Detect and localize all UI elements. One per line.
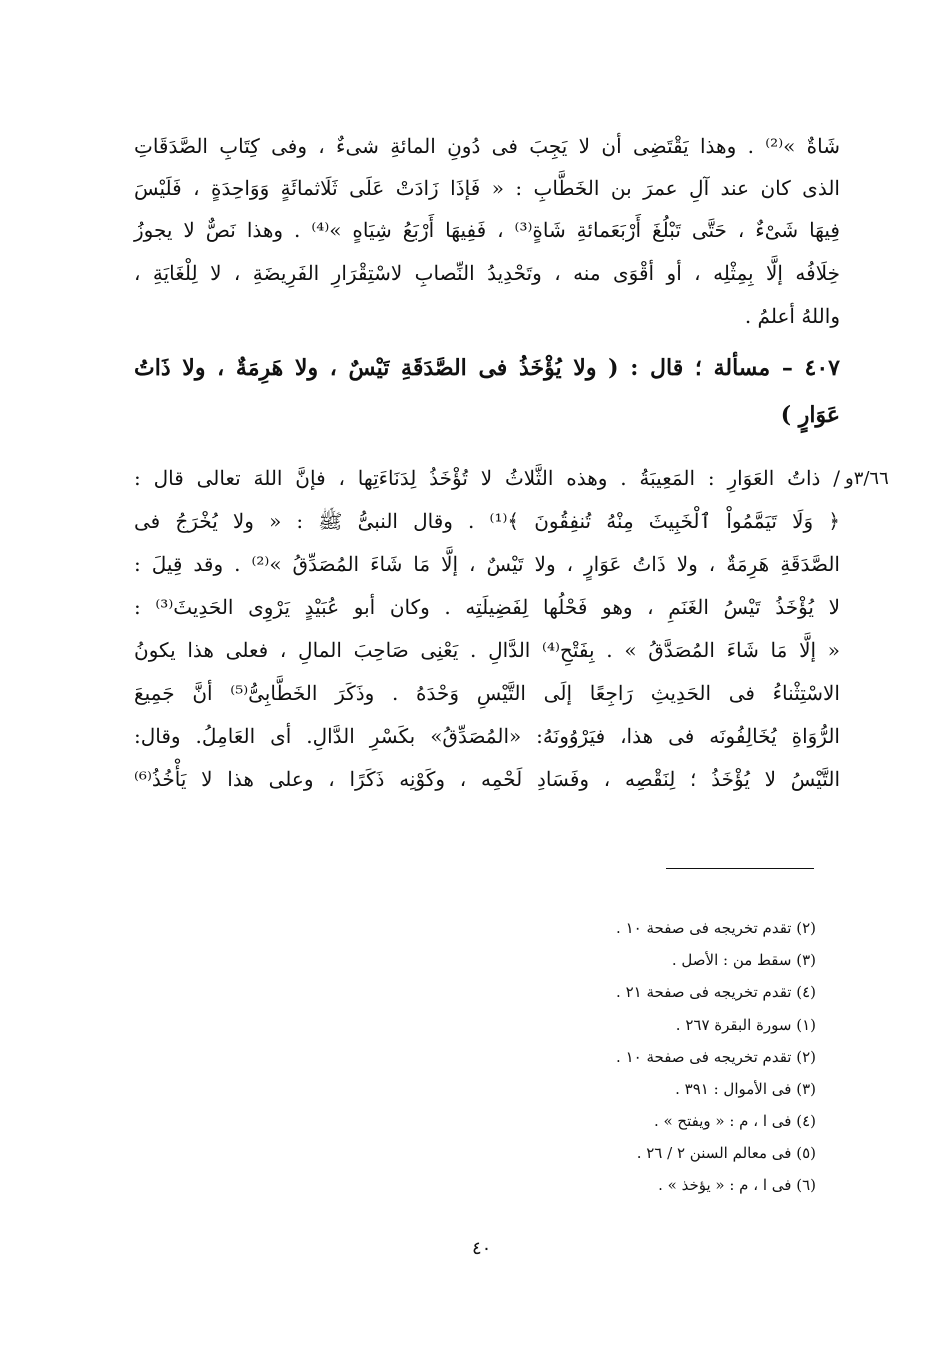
body-line: الذى كان عند آلِ عمرَ بن الخَطَّابِ : « فَإذَا زَادَتْ عَلَى ثَلَاثمائَةٍ وَوَاحِدَةٍ ، فَلَيْسَ	[134, 176, 840, 200]
margin-folio-ref: ٣/٦٦و	[845, 468, 889, 489]
body-line: خِلَافُه إلَّا بِمِثْلِه ، أو أقْوَى منه ، وتَحْدِيدُ النِّصابِ لاسْتِقْرَارِ الفَرِيضَةِ ، لا لِلْغَايَةِ ،	[134, 261, 840, 285]
body-line: « إلَّا مَا شَاءَ المُصَدَّقُ » . بِفَتْحِ⁽⁴⁾ الدَّالِ . يَعْنِى صَاحِبَ المالِ ، فعلى هذا يكونُ	[134, 638, 840, 662]
footnote: (٢) تقدم تخريجه فى صفحة ١٠ .	[616, 1048, 816, 1066]
section-heading-line: عَوَارٍ )	[780, 402, 840, 428]
body-line: فِيهَا شَىْءٌ ، حَتَّى تَبْلُغَ أَرْبَعَمائةِ شَاةٍ⁽³⁾ ، فَفِيهَا أَرْبَعُ شِيَاهٍ »⁽⁴⁾ . وهذا نَصٌّ لا يجوزُ	[134, 218, 840, 242]
body-line: لا يُؤْخَذُ تَيْسُ الغَنَمِ ، وهو فَحْلُها لِفَضِيلَتِه . وكان أبو عُبَيْدٍ يَرْوِى الحَدِيثَ⁽³⁾ :	[134, 595, 840, 619]
footnote: (٤) تقدم تخريجه فى صفحة ٢١ .	[616, 983, 816, 1001]
body-line: الرُّوَاةِ يُخَالِفُونَه فى هذا، فيَرْوُونَهُ: «المُصَدِّقُ» بكَسْرِ الدَّالِ. أى العَامِلُ. وقال:	[134, 724, 840, 748]
body-line: شَاةٌ »⁽²⁾ . وهذا يَقْتَضِى أن لا يَجِبَ فى دُونِ المائةِ شىءٌ ، وفى كِتَابِ الصَّدَقَاتِ	[134, 134, 840, 158]
footnote: (٥) فى معالم السنن ٢ / ٢٦ .	[636, 1144, 816, 1162]
section-heading-line: ٤٠٧ – مسألة ؛ قال : ( ولا يُؤْخَذُ فى الصَّدَقَةِ تَيْسٌ ، ولا هَرِمَةٌ ، ولا ذَاتُ	[134, 355, 840, 381]
body-line: الصَّدَقَةِ هَرِمَةٌ ، ولا ذَاتُ عَوَارٍ ، ولا تَيْسٌ ، إلَّا مَا شَاءَ المُصَدِّقُ »⁽²⁾ . وقد قِيلَ :	[134, 552, 840, 576]
body-line: / ذاتُ العَوَارِ : المَعِيبَةُ . وهذه الثَّلاثُ لا تُؤْخَذُ لِدَنَاءَتِها ، فإنَّ اللهَ تعالى قال :	[134, 466, 840, 490]
body-line: واللهُ أعلمُ .	[744, 304, 840, 328]
footnote: (١) سورة البقرة ٢٦٧ .	[675, 1016, 816, 1034]
footnote-divider	[666, 868, 814, 869]
page-number: ٤٠	[472, 1238, 492, 1259]
body-line: التَّيْسُ لا يُؤْخَذُ ؛ لِنَقْصِه ، وفَسَادِ لَحْمِه ، وكَوْنِه ذَكَرًا ، وعلى هذا لا يَأْخُذُ⁽⁶⁾	[134, 767, 840, 791]
footnote: (٢) تقدم تخريجه فى صفحة ١٠ .	[616, 919, 816, 937]
footnote: (٣) فى الأموال : ٣٩١ .	[675, 1080, 816, 1098]
body-line: الاسْتِثْناءُ فى الحَدِيثِ رَاجِعًا إلَى التَّيْسِ وَحْدَهُ . وذَكَرَ الخَطَّابِىُّ⁽⁵⁾ أنَّ جَمِيعَ	[134, 681, 840, 705]
body-line: ﴿ وَلَا تَيَمَّمُواْ ٱلْخَبِيثَ مِنْهُ تُنفِقُونَ ﴾⁽¹⁾ . وقال النبىُّ ﷺ : « ولا يُخْرَجُ فى	[134, 509, 840, 533]
footnote: (٣) سقط من : الأصل .	[671, 951, 816, 969]
footnote: (٤) فى ا ، م : « ويفتح » .	[653, 1112, 816, 1130]
footnote: (٦) فى ا ، م : « يؤخذ » .	[658, 1176, 816, 1194]
